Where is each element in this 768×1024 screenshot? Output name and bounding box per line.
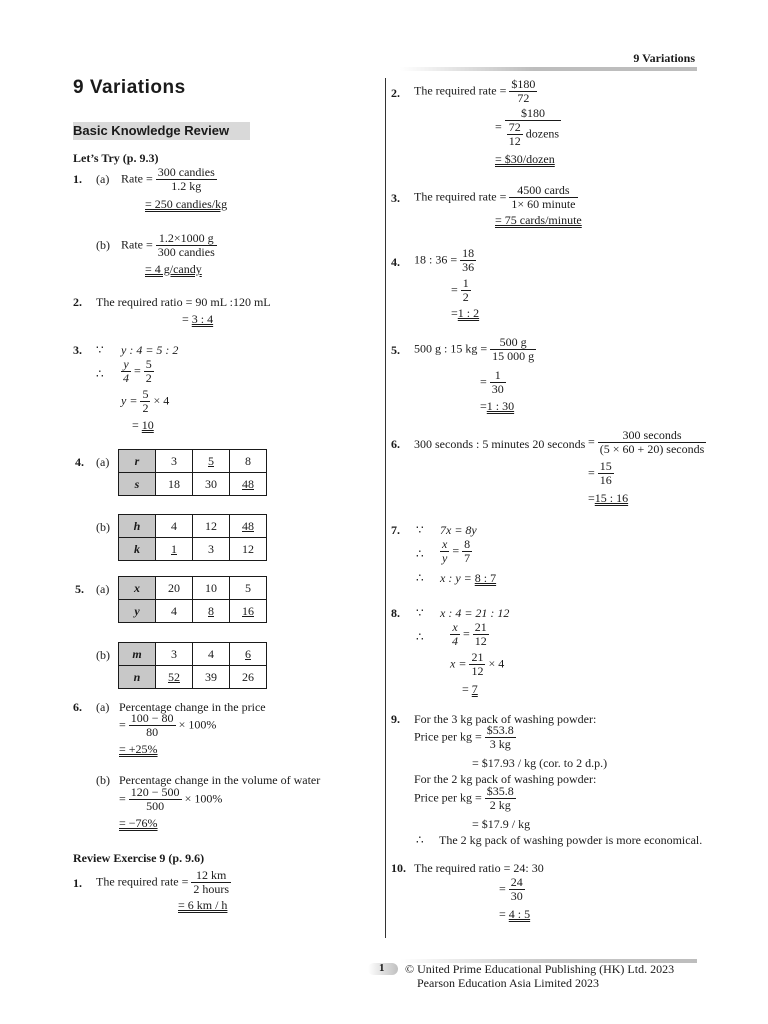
rq8-therefore: ∴ [416, 630, 424, 644]
review-exercise-heading: Review Exercise 9 (p. 9.6) [73, 851, 205, 865]
rq5-l2-frac [490, 369, 506, 396]
rq9-l2-num: $53.8 [486, 723, 514, 737]
q6b-frac [129, 786, 182, 813]
q4b-table [118, 514, 267, 561]
table-cell: 20 [156, 577, 193, 600]
rq5-line1 [414, 336, 536, 363]
rq5-line2 [480, 369, 506, 396]
rq10-line2: = $\frac{24}{30}$ [499, 875, 523, 903]
rq6-num: 300 seconds [598, 429, 707, 443]
rq9-l2-label: Price per kg = [414, 729, 482, 744]
q5b-table [118, 642, 267, 689]
table-cell: 3 [193, 538, 230, 561]
rq4-frac [460, 247, 476, 274]
rq7-number: 7. [391, 523, 400, 537]
rq9-therefore: ∴ [416, 833, 424, 847]
table-cell: 6 [230, 643, 267, 666]
rq8-l2-den: 12 [474, 634, 487, 648]
table-cell: 48 [230, 473, 267, 496]
q4a-label: (a) [96, 455, 110, 469]
rq5-label: 500 g : 15 kg [414, 341, 478, 356]
table-cell: 4 [156, 600, 193, 623]
rq8-line1: x : 4 = 21 : 12 [440, 606, 510, 620]
q3-l3-lhs: y = [121, 393, 138, 408]
q1b-answer: = 4 g/candy [145, 262, 202, 276]
table-row [119, 577, 267, 600]
q3-l3-num: 5 [142, 387, 149, 401]
table-cell: 4 [156, 515, 193, 538]
q3-l2-eq: = [134, 363, 141, 378]
table-cell: 3 [156, 450, 193, 473]
rq6-frac [598, 429, 707, 456]
table-row [119, 515, 267, 538]
q4a-table [118, 449, 267, 496]
q2-line1: The required ratio = 90 mL :120 mL [96, 295, 271, 309]
rq2-inner-num: 72 [508, 120, 521, 134]
table-cell: 1 [156, 538, 193, 561]
rq7-therefore-2: ∴ [416, 571, 424, 585]
rq4-label: 18 : 36 [414, 252, 448, 267]
rq4-eq: = [450, 252, 458, 267]
rq8-number: 8. [391, 606, 400, 620]
rq4-den: 36 [462, 260, 475, 274]
rq3-number: 3. [391, 191, 400, 205]
r1-num: 12 km [191, 869, 231, 883]
rq9-line1: For the 3 kg pack of washing powder: [414, 712, 597, 726]
rq6-den: (5 × 60 + 20) seconds [599, 442, 705, 456]
q4-number: 4. [75, 455, 84, 469]
q6-number: 6. [73, 700, 82, 714]
rq8-l2-num: 21 [474, 620, 487, 634]
table-cell: 52 [156, 666, 193, 689]
rq7-l3-lhs: x : y = [440, 571, 475, 585]
rq4-num: 18 [462, 246, 475, 260]
rq4-answer: 1 : 2 [457, 306, 480, 320]
q6a-answer: = +25% [119, 742, 158, 756]
rq2-num: $180 [511, 77, 536, 91]
table-cell: 8 [193, 600, 230, 623]
rq2-den: 72 [517, 91, 530, 105]
rq4-l3-eq: = [451, 306, 458, 320]
rq7-answer: 8 : 7 [474, 571, 497, 585]
q6b-tail: × 100% [184, 791, 223, 806]
rq10-line1: The required ratio = 24: 30 [414, 861, 544, 875]
q1b-rate-label: Rate = [121, 237, 153, 252]
rq9-line7: The 2 kg pack of washing powder is more economical. [439, 833, 703, 847]
therefore-symbol: ∴ [96, 367, 104, 381]
rq6-label: 300 seconds : 5 minutes 20 seconds [414, 437, 586, 451]
q1a-num: 300 candies [157, 165, 215, 179]
q5-number: 5. [75, 582, 84, 596]
table-cell: 10 [193, 577, 230, 600]
q1b-num: 1.2×1000 g [156, 232, 217, 246]
table-cell: 4 [193, 643, 230, 666]
rq10-num: 24 [510, 875, 523, 889]
rq7-l2-lhs-den: y [442, 551, 448, 565]
q6b-num: 120 − 500 [130, 785, 180, 799]
q3-l3-tail: × 4 [153, 393, 170, 408]
rq9-l5-frac [485, 785, 516, 812]
q3-line2 [121, 358, 154, 385]
q6b-den: 500 [146, 799, 165, 813]
table-cell: 5 [193, 450, 230, 473]
rq5-l2-num: 1 [490, 369, 506, 383]
table-cell: 39 [193, 666, 230, 689]
r1-number: 1. [73, 876, 82, 890]
table-cell: 12 [230, 538, 267, 561]
rq4-number: 4. [391, 255, 400, 269]
rq6-number: 6. [391, 437, 400, 451]
rq2-frac [509, 78, 537, 105]
rq2-l2-eq: = [495, 119, 502, 134]
r1-label: The required rate = [96, 874, 189, 889]
q3-l2-lhs-den: 4 [123, 371, 129, 385]
rq4-l2-num: 1 [462, 276, 469, 290]
rq9-line3: = $17.93 / kg (cor. to 2 d.p.) [472, 756, 608, 770]
rq4-line2 [451, 277, 471, 304]
rq3-den: 1× 60 minute [511, 197, 576, 211]
section-title: Basic Knowledge Review [73, 122, 250, 140]
q6b-line2 [119, 786, 222, 813]
q5a-label: (a) [96, 582, 110, 596]
rq9-line2 [414, 724, 516, 751]
rq5-eq: = [480, 341, 488, 356]
rq10-frac [509, 876, 525, 903]
rq8-l3-num: 21 [471, 650, 484, 664]
rq9-line4: For the 2 kg pack of washing powder: [414, 772, 597, 786]
q3-line1: y : 4 = 5 : 2 [121, 343, 179, 357]
table-row [119, 643, 267, 666]
table-cell: s [119, 473, 156, 496]
q6a-eq: = [119, 717, 126, 732]
rq3-num: 4500 cards [509, 184, 577, 198]
rq7-l2-lhs-num: x [442, 537, 448, 551]
rq2-line1 [414, 78, 537, 105]
header-rule [400, 67, 697, 71]
rq6-l2-frac [598, 460, 614, 487]
table-row [119, 473, 267, 496]
q1a-eq [121, 166, 217, 193]
rq6-line1 [588, 429, 706, 456]
rq2-inner-den: 12 [508, 134, 521, 148]
q6b-eq: = [119, 791, 126, 806]
rq6-line2 [588, 460, 614, 487]
rq2-answer: = $30/dozen [495, 152, 555, 166]
q5a-table [118, 576, 267, 623]
q1b-label: (b) [96, 238, 110, 252]
table-cell: 18 [156, 473, 193, 496]
rq8-line2: $\frac{x}{4}$ = $\frac{21}{12}$ [452, 620, 487, 648]
rq9-l2-frac [485, 724, 516, 751]
q1b-fraction [156, 232, 217, 259]
rq5-number: 5. [391, 343, 400, 357]
rq2-l2-den [505, 121, 561, 148]
rq2-inner-frac [507, 121, 523, 148]
q3-line4 [132, 418, 154, 433]
rq4-line1 [414, 247, 476, 274]
table-cell: 8 [230, 450, 267, 473]
table-cell: 5 [230, 577, 267, 600]
q1-number: 1. [73, 172, 82, 186]
rq3-line1 [414, 184, 578, 211]
rq3-label: The required rate = [414, 189, 507, 204]
q1a-den: 1.2 kg [171, 179, 202, 193]
q3-l2-rhs [144, 358, 154, 385]
q3-line3 [121, 388, 169, 415]
rq6-l2-den: 16 [599, 473, 612, 487]
rq5-l2-eq: = [480, 374, 487, 389]
q1b-eq [121, 232, 217, 259]
rq5-frac [490, 336, 536, 363]
table-row [119, 450, 267, 473]
rq9-l5-num: $35.8 [486, 784, 514, 798]
rq7-because: ∵ [416, 523, 424, 537]
rq4-l2-den: 2 [462, 290, 469, 304]
r1-answer: = 6 km / h [178, 898, 228, 912]
table-row [119, 666, 267, 689]
q1a-rate-label: Rate = [121, 171, 153, 186]
rq7-line3 [440, 571, 496, 586]
q3-number: 3. [73, 343, 82, 357]
rq7-line1: 7x = 8y [440, 523, 477, 537]
rq7-l2-num: 8 [464, 537, 471, 551]
rq8-line3 [450, 651, 504, 678]
q2-answer-line [182, 312, 213, 327]
rq7-l2-den: 7 [464, 551, 471, 565]
rq8-line4: = 7 [462, 682, 478, 696]
table-cell: h [119, 515, 156, 538]
rq7-therefore: ∴ [416, 547, 424, 561]
rq2-line2 [495, 107, 561, 148]
q1a-fraction [156, 166, 217, 193]
rq10-den: 30 [510, 889, 523, 903]
rq6-line3 [588, 491, 628, 506]
table-row [119, 600, 267, 623]
rq3-answer: = 75 cards/minute [495, 213, 582, 227]
rq2-label: The required rate = [414, 83, 507, 98]
rq4-l2-eq: = [451, 282, 458, 297]
rq6-l3-eq: = [588, 491, 595, 505]
rq9-l2-den: 3 kg [489, 737, 511, 751]
column-divider [385, 78, 386, 938]
chapter-title: 9 Variations [73, 77, 186, 98]
rq3-frac [509, 184, 577, 211]
table-cell: 12 [193, 515, 230, 538]
rq9-number: 9. [391, 712, 400, 726]
q2-answer: 3 : 4 [191, 312, 214, 326]
q6b-line1: Percentage change in the volume of water [119, 773, 321, 787]
table-cell: y [119, 600, 156, 623]
q3-l2-den: 2 [145, 371, 152, 385]
rq7-line2: $\frac{x}{y}$ = $\frac{8}{7}$ [442, 537, 471, 565]
rq5-l3-eq: = [480, 399, 487, 413]
running-header: 9 Variations [633, 51, 695, 65]
q2-eq: = [182, 312, 189, 326]
q6a-den: 80 [146, 725, 159, 739]
rq10-number: 10. [391, 861, 406, 875]
q3-answer: 10 [141, 418, 154, 432]
q1b-den: 300 candies [157, 245, 215, 259]
table-cell: 48 [230, 515, 267, 538]
r1-den: 2 hours [193, 882, 230, 896]
rq8-because: ∵ [416, 606, 424, 620]
table-cell: 26 [230, 666, 267, 689]
table-cell: k [119, 538, 156, 561]
rq7-l2-lhs [440, 538, 449, 565]
q6a-line1: Percentage change in the price [119, 700, 266, 714]
q4b-label: (b) [96, 520, 110, 534]
rq2-number: 2. [391, 86, 400, 100]
because-symbol: ∵ [96, 343, 104, 357]
rq8-l3-den: 12 [471, 664, 484, 678]
rq6-l2-num: 15 [599, 459, 612, 473]
rq6-answer: 15 : 16 [594, 491, 629, 505]
rq8-l2-rhs [473, 621, 489, 648]
rq8-answer: 7 [471, 682, 478, 696]
rq8-l2-lhs-num: x [450, 621, 460, 635]
lets-try-heading: Let’s Try (p. 9.3) [73, 151, 159, 165]
table-row [119, 538, 267, 561]
rq8-l3-frac [469, 651, 485, 678]
q1a-answer: = 250 candies/kg [145, 197, 228, 211]
rq9-line6: = $17.9 / kg [472, 817, 531, 831]
r1-line1 [96, 869, 231, 896]
rq5-den: 15 000 g [492, 349, 535, 363]
q3-l2-lhs-num: y [121, 358, 131, 372]
rq7-l2-rhs [462, 538, 472, 565]
q6b-answer: = −76% [119, 816, 158, 830]
rq2-unit: dozens [525, 126, 560, 141]
rq8-l3-lhs: x = [450, 656, 467, 671]
q3-l4-eq: = [132, 418, 139, 432]
q6b-label: (b) [96, 773, 110, 787]
q3-l3-frac [140, 388, 150, 415]
q6a-label: (a) [96, 700, 110, 714]
q2-number: 2. [73, 295, 82, 309]
rq4-l2-frac [461, 277, 471, 304]
rq9-l5-den: 2 kg [489, 798, 511, 812]
rq5-answer: 1 : 30 [486, 399, 515, 413]
rq9-line5 [414, 785, 516, 812]
rq5-l2-den: 30 [491, 382, 504, 396]
table-cell: x [119, 577, 156, 600]
rq2-l2-frac [505, 107, 561, 148]
rq6-l2-eq: = [588, 465, 595, 480]
footer-line1: © United Prime Educational Publishing (HK) Ltd. 2023 [405, 962, 675, 976]
q3-l2-lhs [121, 358, 131, 385]
table-cell: m [119, 643, 156, 666]
rq4-line3 [451, 306, 479, 321]
footer-line2: Pearson Education Asia Limited 2023 [417, 976, 599, 990]
rq9-l5-label: Price per kg = [414, 790, 482, 805]
rq6-eq: = [588, 434, 595, 449]
rq8-l3-tail: × 4 [488, 656, 505, 671]
table-cell: 3 [156, 643, 193, 666]
q6a-num: 100 − 80 [130, 711, 174, 725]
rq8-l2-lhs [450, 621, 460, 648]
r1-frac [191, 869, 231, 896]
rq5-line3 [480, 399, 514, 414]
table-cell: n [119, 666, 156, 689]
footer-copyright [405, 962, 674, 990]
page-number: 1 [379, 962, 385, 974]
rq2-l2-num: $180 [505, 107, 561, 121]
table-cell: 30 [193, 473, 230, 496]
rq8-l2-lhs-den: 4 [452, 634, 458, 648]
q6a-frac [129, 712, 176, 739]
rq10-answer: 4 : 5 [508, 907, 531, 921]
q6a-line2 [119, 712, 216, 739]
q1a-label: (a) [96, 172, 110, 186]
q5b-label: (b) [96, 648, 110, 662]
rq10-line3: = 4 : 5 [499, 907, 531, 921]
q6a-tail: × 100% [178, 717, 217, 732]
table-cell: 16 [230, 600, 267, 623]
table-cell: r [119, 450, 156, 473]
rq5-num: 500 g [490, 336, 536, 350]
q3-l2-num: 5 [145, 357, 152, 371]
q3-l3-den: 2 [142, 401, 149, 415]
